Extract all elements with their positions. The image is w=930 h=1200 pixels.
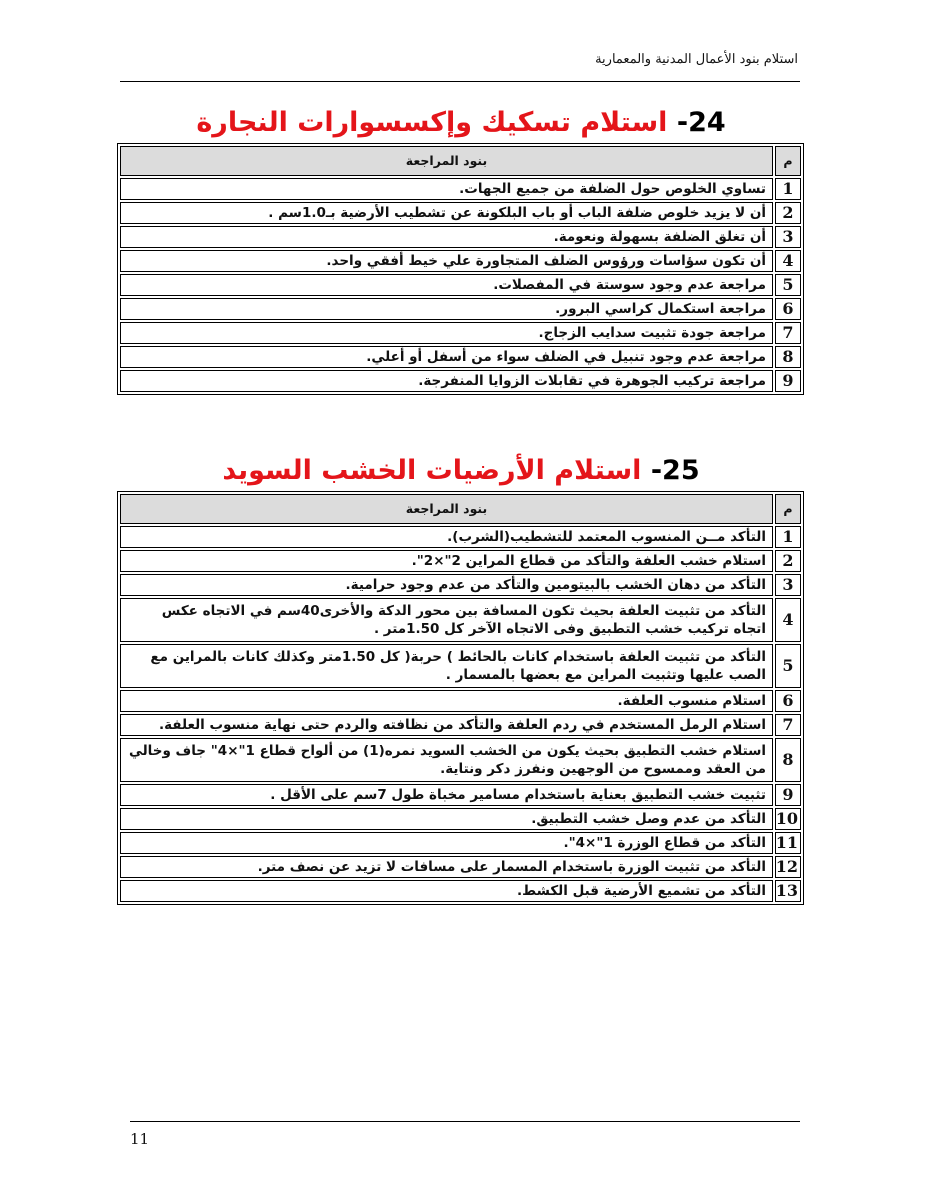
row-text: استلام الرمل المستخدم في ردم العلفة والتأكد من نظافته والردم حتى نهاية منسوب العلفة. [120, 714, 773, 736]
table-row [120, 690, 801, 712]
table-row [120, 856, 801, 878]
table-row [120, 370, 801, 392]
row-number: 8 [775, 346, 801, 368]
table-header-row [120, 146, 801, 176]
row-number: 5 [775, 644, 801, 688]
row-text: مراجعة عدم وجود سوستة في المفصلات. [120, 274, 773, 296]
row-text: استلام خشب العلفة والتأكد من قطاع المراين 2"×2". [120, 550, 773, 572]
row-text: تثبيت خشب التطبيق بعناية باستخدام مسامير مخباة طول 7سم على الأقل . [120, 784, 773, 806]
table-row [120, 274, 801, 296]
row-text: مراجعة عدم وجود تنبيل في الضلف سواء من أسفل أو أعلي. [120, 346, 773, 368]
row-text: أن لا يزيد خلوص ضلفة الباب أو باب البلكونة عن تشطيب الأرضية بـ1.0سم . [120, 202, 773, 224]
section-heading: استلام تسكيك وإكسسوارات النجارة [196, 107, 668, 138]
row-text: التأكد من تثبيت العلفة باستخدام كانات بالحائط ) حربة( كل 1.50متر وكذلك كانات بالمراين مع الصب عليها وتثبيت المراين مع بعضها بالمسمار . [120, 644, 773, 688]
column-header-items: بنود المراجعة [120, 146, 773, 176]
row-number: 11 [775, 832, 801, 854]
row-text: مراجعة تركيب الجوهرة في تقابلات الزوايا المنفرجة. [120, 370, 773, 392]
row-text: أن تكون سؤاسات ورؤوس الضلف المتجاورة علي خيط أفقي واحد. [120, 250, 773, 272]
row-number: 3 [775, 574, 801, 596]
table-row [120, 738, 801, 782]
row-text: التأكد مــن المنسوب المعتمد للتشطيب(الشرب). [120, 526, 773, 548]
review-table-24 [117, 143, 804, 395]
table-row [120, 226, 801, 248]
table-row [120, 250, 801, 272]
table-row [120, 714, 801, 736]
row-number: 12 [775, 856, 801, 878]
page-number: 11 [130, 1130, 150, 1148]
table-row [120, 808, 801, 830]
table-row [120, 832, 801, 854]
row-number: 7 [775, 322, 801, 344]
row-number: 3 [775, 226, 801, 248]
footer-divider [130, 1121, 800, 1122]
row-text: التأكد من عدم وصل خشب التطبيق. [120, 808, 773, 830]
table-row [120, 178, 801, 200]
row-number: 4 [775, 250, 801, 272]
row-text: استلام خشب التطبيق بحيث يكون من الخشب السويد نمره(1) من ألواح قطاع 1"×4" جاف وخالي من العقد وممسوح من الوجهين ونفرز دكر ونتاية. [120, 738, 773, 782]
row-text: مراجعة جودة تثبيت سدايب الزجاج. [120, 322, 773, 344]
table-row [120, 346, 801, 368]
row-number: 9 [775, 784, 801, 806]
section-heading: استلام الأرضيات الخشب السويد [222, 455, 642, 486]
table-row [120, 598, 801, 642]
row-text: التأكد من تشميع الأرضية قبل الكشط. [120, 880, 773, 902]
section-number: 25- [650, 455, 700, 486]
row-number: 13 [775, 880, 801, 902]
review-table-25 [117, 491, 804, 905]
table-row [120, 202, 801, 224]
row-number: 9 [775, 370, 801, 392]
row-number: 4 [775, 598, 801, 642]
table-row [120, 526, 801, 548]
table-row [120, 550, 801, 572]
section-title-25 [118, 454, 804, 488]
table-row [120, 644, 801, 688]
row-number: 10 [775, 808, 801, 830]
table-row [120, 322, 801, 344]
row-text: التأكد من تثبيت العلفة بحيث تكون المسافة بين محور الدكة والأخرى40سم في الاتجاه عكس اتجاه تركيب خشب التطبيق وفى الاتجاه الآخر كل 1.50متر . [120, 598, 773, 642]
row-text: مراجعة استكمال كراسي البرور. [120, 298, 773, 320]
column-header-number: م [775, 494, 801, 524]
table-row [120, 880, 801, 902]
row-text: تساوي الخلوص حول الضلفة من جميع الجهات. [120, 178, 773, 200]
row-number: 5 [775, 274, 801, 296]
header-divider [120, 81, 800, 82]
column-header-number: م [775, 146, 801, 176]
row-text: التأكد من تثبيت الوزرة باستخدام المسمار على مسافات لا تزيد عن نصف متر. [120, 856, 773, 878]
row-number: 6 [775, 690, 801, 712]
row-number: 2 [775, 202, 801, 224]
table-row [120, 298, 801, 320]
section-title-24 [118, 106, 804, 140]
column-header-items: بنود المراجعة [120, 494, 773, 524]
row-number: 1 [775, 526, 801, 548]
row-text: التأكد من قطاع الوزرة 1"×4". [120, 832, 773, 854]
row-text: التأكد من دهان الخشب بالبيتومين والتأكد من عدم وجود حرامية. [120, 574, 773, 596]
row-text: أن تغلق الضلفة بسهولة ونعومة. [120, 226, 773, 248]
row-number: 6 [775, 298, 801, 320]
row-number: 7 [775, 714, 801, 736]
row-number: 8 [775, 738, 801, 782]
page-header-title: استلام بنود الأعمال المدنية والمعمارية [595, 52, 798, 67]
section-number: 24- [676, 107, 726, 138]
row-number: 2 [775, 550, 801, 572]
table-row [120, 574, 801, 596]
table-header-row [120, 494, 801, 524]
row-text: استلام منسوب العلفة. [120, 690, 773, 712]
row-number: 1 [775, 178, 801, 200]
table-row [120, 784, 801, 806]
